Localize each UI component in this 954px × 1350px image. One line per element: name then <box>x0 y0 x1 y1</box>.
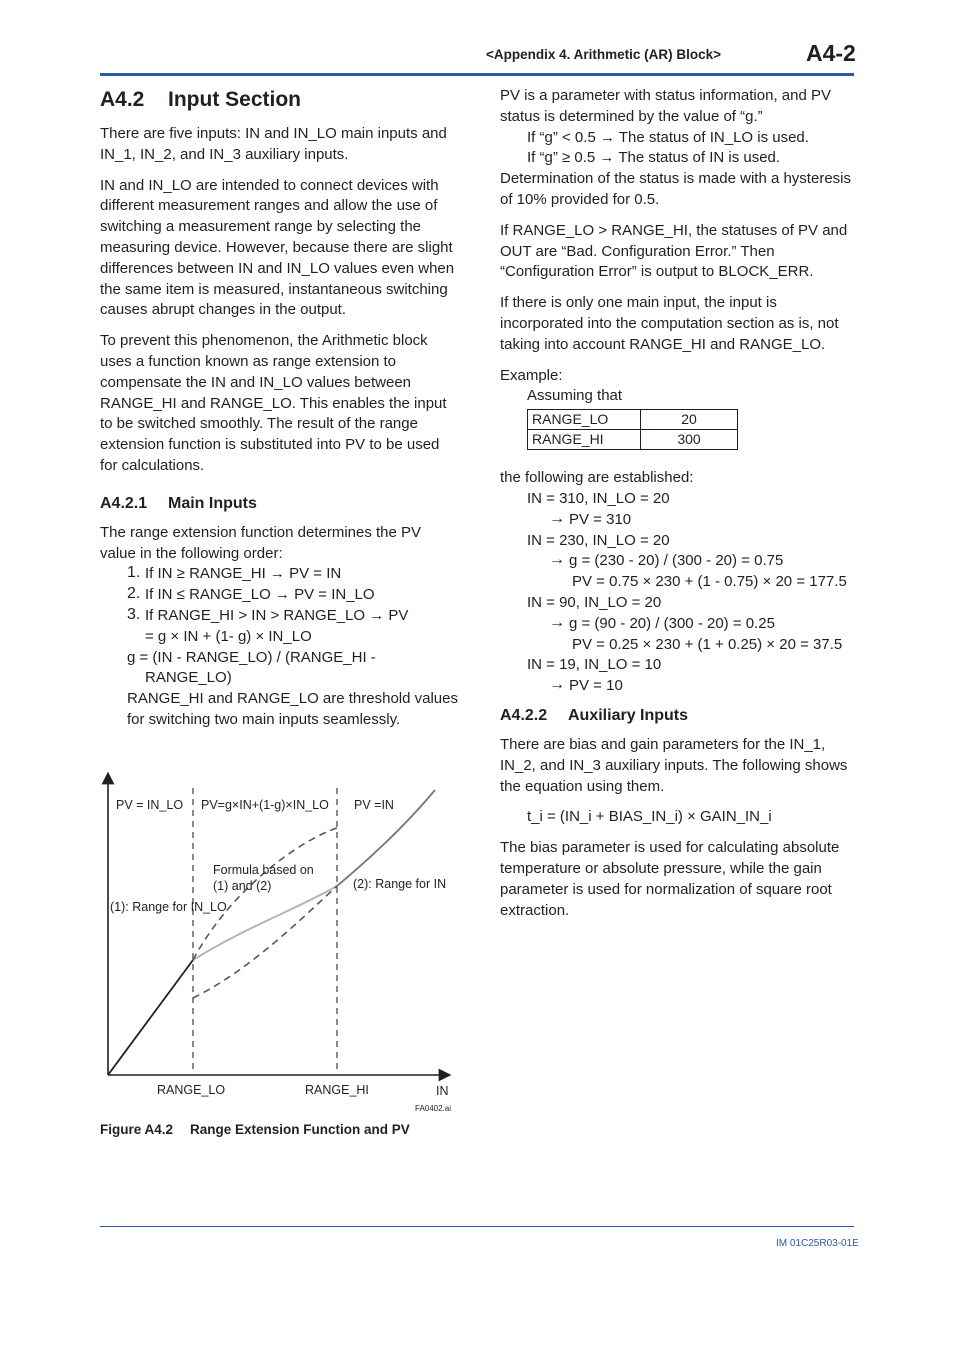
x-tick-range-hi: RANGE_HI <box>305 1083 369 1097</box>
inlo-extension-dashed <box>193 828 337 960</box>
example3-g: → g = (90 - 20) / (300 - 20) = 0.25 <box>500 614 860 635</box>
paragraph-config-error: If RANGE_LO > RANGE_HI, the statuses of PV and OUT are “Bad. Configuration Error.” Then “Configuration Error” is output to BLOCK_ERR. <box>500 221 848 281</box>
status-rule-high: If “g” ≥ 0.5 → The status of IN is used. <box>527 149 781 167</box>
section-heading <box>100 86 460 114</box>
established-label: the following are established: <box>500 469 694 487</box>
header-rule <box>100 73 854 76</box>
figure-caption: Figure A4.2 Range Extension Function and PV <box>100 1122 410 1137</box>
page-number: A4-2 <box>806 40 856 66</box>
label-pv-formula: PV=g×IN+(1-g)×IN_LO <box>201 798 329 812</box>
label-range-inlo: (1): Range for IN_LO <box>110 900 227 914</box>
subsection-heading-auxiliary-inputs <box>500 705 860 727</box>
inlo-line <box>108 960 193 1075</box>
example2-result: PV = 0.75 × 230 + (1 - 0.75) × 20 = 177.5 <box>572 573 847 591</box>
left-column <box>100 86 460 731</box>
paragraph-in-inlo: IN and IN_LO are intended to connect devices with different measurement ranges and allow the use of switching a measurement range by selecting the measuring device. However, because there are slight differences between IN and IN_LO values even when the same item is measured, instantaneous switching causes abrupt changes in the output. <box>100 176 455 319</box>
section-title: Input Section <box>168 88 301 111</box>
paragraph-hysteresis: Determination of the status is made with a hysteresis of 10% provided for 0.5. <box>500 170 851 208</box>
subsection-heading-main-inputs <box>100 493 460 515</box>
paragraph-single-input: If there is only one main input, the input is incorporated into the computation section as is, not taking into account RANGE_HI and RANGE_LO. <box>500 294 839 353</box>
paragraph-aux-params: There are bias and gain parameters for the IN_1, IN_2, and IN_3 auxiliary inputs. The following shows the equation using them. <box>500 735 848 795</box>
example-label: Example: <box>500 366 563 384</box>
subsection-title: Auxiliary Inputs <box>568 706 689 724</box>
x-tick-range-lo: RANGE_LO <box>157 1083 226 1097</box>
arrow-icon: → <box>549 509 565 527</box>
paragraph-range-extension: To prevent this phenomenon, the Arithmetic block uses a function known as range extension to compensate the IN and IN_LO values between RANGE_HI and RANGE_LO. This enables the input to be switched smoothly. The result of the range extension function is substituted into PV to be used for calculations. <box>100 332 447 474</box>
table-row: RANGE_LO 20 <box>528 410 738 430</box>
threshold-note: RANGE_HI and RANGE_LO are threshold values for switching two main inputs seamlessly. <box>127 690 458 728</box>
section-number: A4.2 <box>100 88 145 111</box>
example1-result: → PV = 310 <box>500 510 860 531</box>
running-header-title: <Appendix 4. Arithmetic (AR) Block> <box>486 47 722 62</box>
arrow-icon: → <box>549 613 565 631</box>
subsection-number: A4.2.1 <box>100 494 148 512</box>
example4-result: → PV = 10 <box>500 676 860 697</box>
example-table <box>527 409 738 450</box>
document-id: IM 01C25R03-01E <box>776 1238 859 1249</box>
g-formula: g = (IN - RANGE_LO) / (RANGE_HI - RANGE_LO) <box>127 648 376 687</box>
list-item: 2. If IN ≤ RANGE_LO → PV = IN_LO <box>127 585 375 604</box>
subsection-number: A4.2.2 <box>500 706 548 724</box>
figure-file-id: FA0402.ai <box>415 1104 452 1113</box>
label-pv-inlo: PV = IN_LO <box>116 798 184 812</box>
paragraph-inputs-intro: There are five inputs: IN and IN_LO main inputs and IN_1, IN_2, and IN_3 auxiliary inputs. <box>100 125 447 163</box>
paragraph-order: The range extension function determines the PV value in the following order: <box>100 523 422 562</box>
paragraph-pv-status: PV is a parameter with status information, and PV status is determined by the value of “g.” <box>500 87 831 125</box>
example3-result: PV = 0.25 × 230 + (1 + 0.25) × 20 = 37.5 <box>572 635 843 653</box>
arrow-icon: → <box>549 676 565 694</box>
example2-input: IN = 230, IN_LO = 20 <box>527 531 670 549</box>
paragraph-bias-gain: The bias parameter is used for calculating absolute temperature or absolute pressure, while the gain parameter is used for normalization of square root extraction. <box>500 839 840 919</box>
list-item: 3. If RANGE_HI > IN > RANGE_LO → PV <box>127 605 409 624</box>
example1-input: IN = 310, IN_LO = 20 <box>527 489 670 507</box>
list-item-continuation: = g × IN + (1- g) × IN_LO <box>145 627 312 645</box>
example3-input: IN = 90, IN_LO = 20 <box>527 593 662 611</box>
x-axis-label: IN <box>436 1084 449 1098</box>
list-item: 1. If IN ≥ RANGE_HI → PV = IN <box>127 564 342 583</box>
arrow-icon: → <box>549 551 565 569</box>
formula-curve <box>193 886 337 960</box>
status-rule-low: If “g” < 0.5 → The status of IN_LO is used. <box>527 128 809 146</box>
assuming-label: Assuming that <box>527 387 623 405</box>
range-extension-figure <box>100 770 460 1115</box>
label-formula-line2: (1) and (2) <box>213 879 272 893</box>
label-range-in: (2): Range for IN <box>353 877 447 891</box>
example2-g: → g = (230 - 20) / (300 - 20) = 0.75 <box>500 551 860 572</box>
aux-equation: t_i = (IN_i + BIAS_IN_i) × GAIN_IN_i <box>527 808 772 826</box>
subsection-title: Main Inputs <box>168 494 257 512</box>
example4-input: IN = 19, IN_LO = 10 <box>527 656 662 674</box>
right-column <box>500 86 860 921</box>
label-formula-line1: Formula based on <box>213 863 314 877</box>
label-pv-in: PV =IN <box>354 798 394 812</box>
footer-rule <box>100 1226 854 1227</box>
table-row: RANGE_HI 300 <box>528 430 738 450</box>
